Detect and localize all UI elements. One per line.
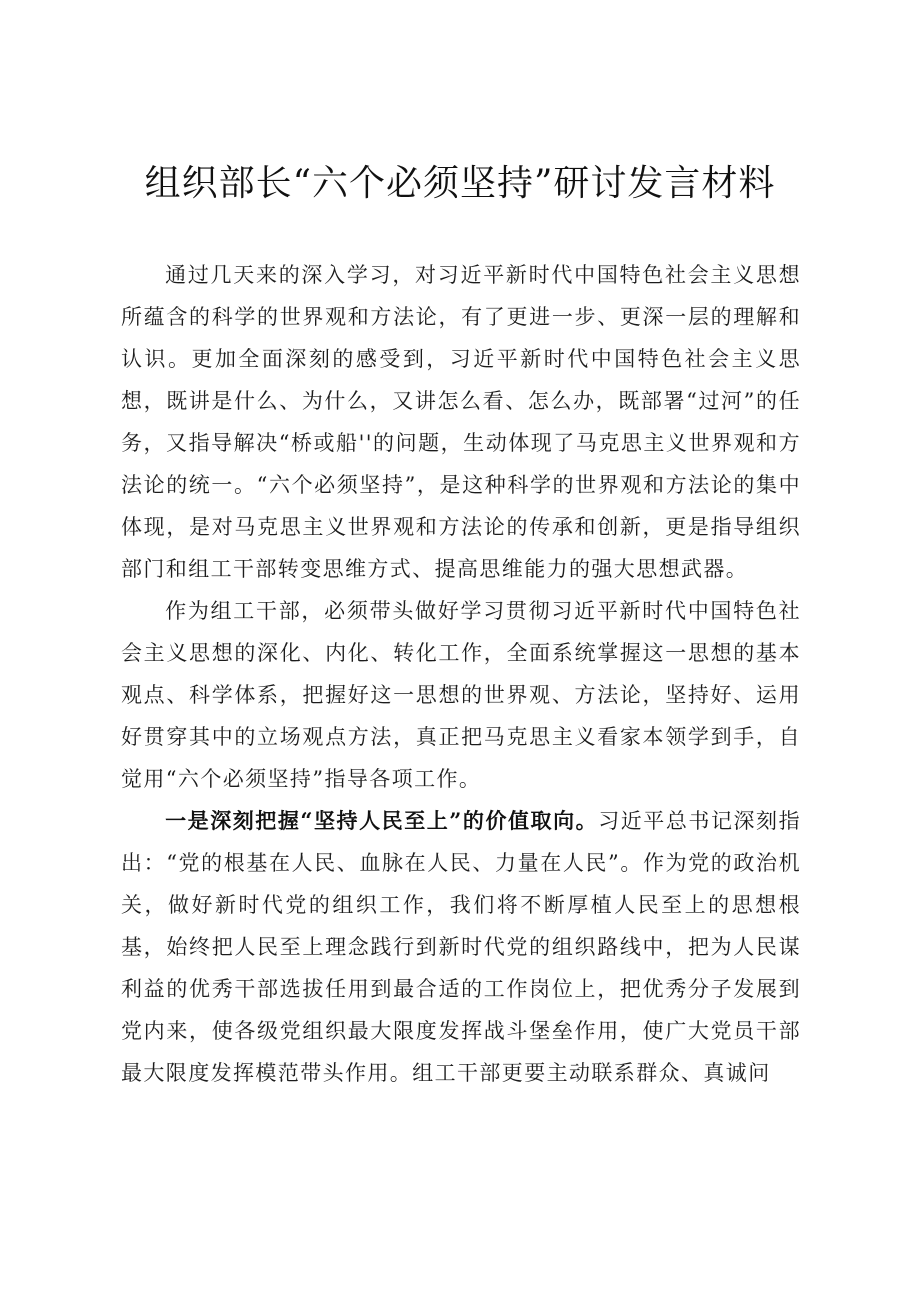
paragraph-intro [121,254,801,590]
paragraph-point-one [121,800,801,1094]
document-title: 组织部长“六个必须坚持”研讨发言材料 [144,163,776,204]
paragraph-lead: 一是深刻把握“坚持人民至上”的价值取向。 [165,808,599,833]
paragraph-text: 习近平总书记深刻指出：“党的根基在人民、血脉在人民、力量在人民”。作为党的政治机关，做好新时代党的组织工作，我们将不断厚植人民至上的思想根基，始终把人民至上理念践行到新时代党的组织路线中，把为人民谋利益的优秀干部选拔任用到最合适的工作岗位上，把优秀分子发展到党内来，使各级党组织最大限度发挥战斗堡垒作用，使广大党员干部最大限度发挥模范带头作用。组工干部更要主动联系群众、真诚问 [121,809,801,1085]
document-body [121,254,801,1094]
paragraph-commitment [121,590,801,800]
paragraph-text: 通过几天来的深入学习，对习近平新时代中国特色社会主义思想所蕴含的科学的世界观和方法论，有了更进一步、更深一层的理解和认识。更加全面深刻的感受到，习近平新时代中国特色社会主义思想，既讲是什么、为什么，又讲怎么看、怎么办，既部署“过河”的任务，又指导解决“桥或船''的问题，生动体现了马克思主义世界观和方法论的统一。“六个必须坚持”，是这种科学的世界观和方法论的集中体现，是对马克思主义世界观和方法论的传承和创新，更是指导组织部门和组工干部转变思维方式、提高思维能力的强大思想武器。 [121,263,801,581]
paragraph-text: 作为组工干部，必须带头做好学习贯彻习近平新时代中国特色社会主义思想的深化、内化、转化工作，全面系统掌握这一思想的基本观点、科学体系，把握好这一思想的世界观、方法论，坚持好、运用好贯穿其中的立场观点方法，真正把马克思主义看家本领学到手，自觉用“六个必须坚持”指导各项工作。 [121,599,801,791]
